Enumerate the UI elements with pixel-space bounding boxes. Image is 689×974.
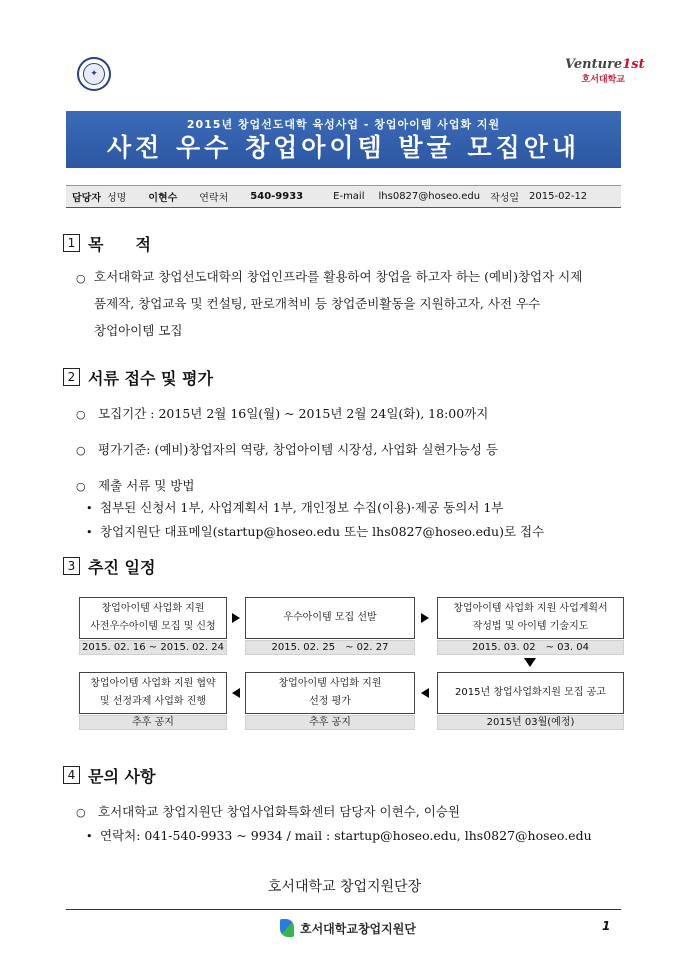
submission-doc-item: • 첨부된 신청서 1부, 사업계획서 1부, 개인정보 수집(이용)·제공 동의서 1부 [86,500,504,515]
purpose-marker: ○ [76,272,86,285]
arrow-left-icon [421,688,429,698]
purpose-line: 창업아이템 모집 [94,323,183,338]
schedule-step-mentoring: 창업아이템 사업화 지원 사업계획서 작성법 및 아이템 기술지도 [437,597,624,639]
section-number: 3 [63,557,80,575]
section-application-heading [63,366,213,388]
section-title: 문의 사항 [88,766,156,786]
arrow-down-icon [524,658,536,667]
purpose-line: 호서대학교 창업선도대학의 창업인프라를 활용하여 창업을 하고자 하는 (예비)창업자 시제 [94,269,583,284]
schedule-step-apply: 창업아이템 사업화 지원 사전우수아이템 모집 및 신청 [79,597,227,639]
section-inquiry-heading [63,764,155,786]
application-period: ○ 모집기간 : 2015년 2월 16일(월) ~ 2015년 2월 24일(화), 18:00까지 [76,406,489,421]
footer-divider [66,909,621,910]
contact-email: lhs0827@hoseo.edu [378,191,481,202]
purpose-line: 품제작, 창업교육 및 컨설팅, 판로개척비 등 창업준비활동을 지원하고자, 사전 우수 [94,296,541,311]
contact-label: 담당자 [72,193,101,204]
schedule-date: 추후 공지 [245,715,415,730]
page-number: 1 [602,919,611,933]
header-band [66,111,621,168]
arrow-left-icon [232,688,240,698]
footer-logo-text: 호서대학교창업지원단 [300,921,416,936]
phone-label: 연락처 [199,193,229,204]
inquiry-office: ○ 호서대학교 창업지원단 창업사업화특화센터 담당자 이현수, 이승원 [76,804,460,819]
arrow-right-icon [421,613,429,623]
contact-phone: 540-9933 [250,191,304,202]
contact-name: 이현수 [148,193,178,204]
written-date: 2015-02-12 [529,191,588,202]
schedule-step-agreement: 창업아이템 사업화 지원 협약 및 선정과제 사업화 진행 [79,672,227,714]
section-number: 4 [63,766,80,784]
footer-logo [280,917,416,939]
venture-1st-logo [565,57,645,93]
submission-docs-title: ○ 제출 서류 및 방법 [76,478,195,493]
schedule-date: 2015. 03. 02 ~ 03. 04 [437,640,624,655]
brand-1st: 1st [622,57,645,72]
arrow-right-icon [232,613,240,623]
section-schedule-heading [63,555,155,577]
schedule-date: 추후 공지 [79,715,227,730]
startup-center-logo-icon [280,919,294,937]
section-number: 1 [63,234,80,252]
schedule-step-selection: 우수아이템 모집 선발 [245,597,415,639]
schedule-date: 2015. 02. 25 ~ 02. 27 [245,640,415,655]
submission-doc-item: • 창업지원단 대표메일(startup@hoseo.edu 또는 lhs0827@hoseo.edu)로 접수 [86,524,545,539]
contact-info-bar [66,185,621,208]
purpose-text [94,263,634,344]
email-label: E-mail [333,191,365,202]
university-seal-icon: ✦ [83,63,105,85]
section-title: 목 적 [88,234,151,254]
evaluation-criteria: ○ 평가기준: (예비)창업자의 역량, 창업아이템 시장성, 사업화 실현가능성 등 [76,442,498,457]
schedule-date: 2015년 03월(예정) [437,715,624,730]
brand-sub: 호서대학교 [581,75,625,85]
date-label: 작성일 [490,193,520,204]
schedule-date: 2015. 02. 16 ~ 2015. 02. 24 [79,640,227,655]
section-number: 2 [63,368,80,386]
section-purpose-heading [63,232,151,254]
inquiry-contact: • 연락처: 041-540-9933 ~ 9934 / mail : startup@hoseo.edu, lhs0827@hoseo.edu [86,828,592,843]
signoff-text: 호서대학교 창업지원단장 [267,879,422,895]
name-label: 성명 [106,193,127,204]
header-subtitle: 2015년 창업선도대학 육성사업 - 창업아이템 사업화 지원 [186,118,501,131]
schedule-step-announcement: 2015년 창업사업화지원 모집 공고 [437,672,624,714]
schedule-step-evaluation: 창업아이템 사업화 지원 선정 평가 [245,672,415,714]
section-title: 추진 일정 [88,557,156,577]
university-seal-logo [77,57,111,91]
brand-venture: Venture [565,57,623,72]
header-title: 사전 우수 창업아이템 발굴 모집안내 [106,133,581,162]
section-title: 서류 접수 및 평가 [88,368,213,388]
